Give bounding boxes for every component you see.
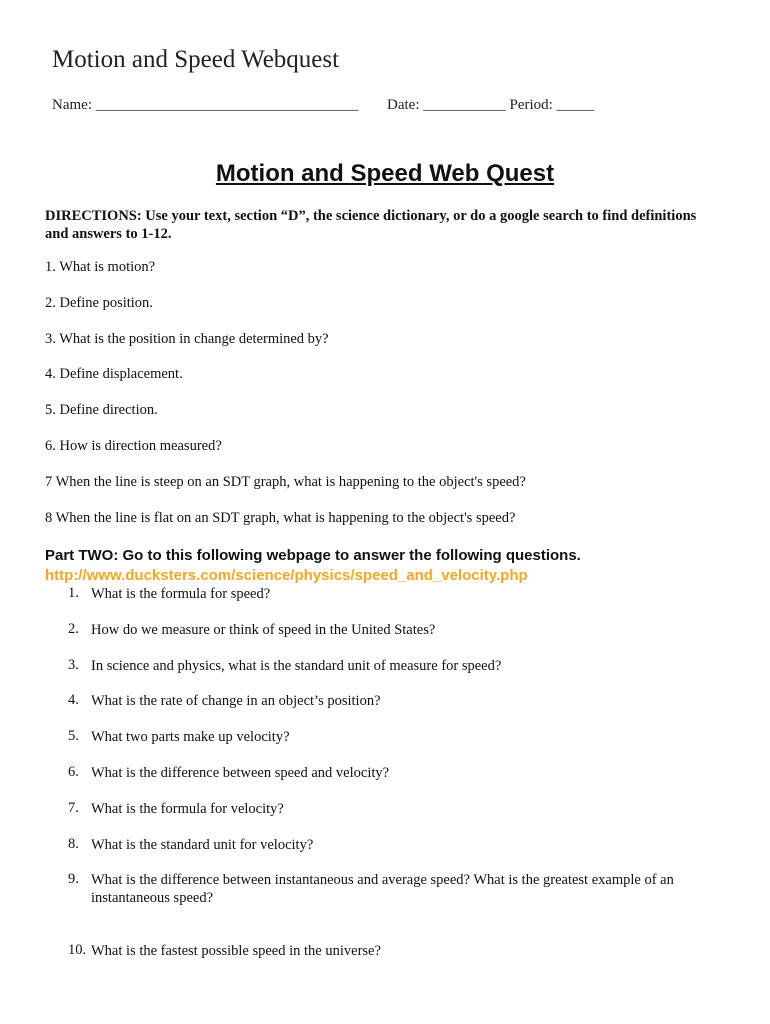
question-text: What is the formula for velocity? [91,801,284,817]
question-text: What is the fastest possible speed in the universe? [91,943,381,959]
part-two-link[interactable]: http://www.ducksters.com/science/physics/speed_and_velocity.php [45,567,528,584]
part-one-question: 8 When the line is flat on an SDT graph, what is happening to the object's speed? [45,510,516,526]
question-text: How do we measure or think of speed in the United States? [91,622,436,638]
question-number: 5. [68,728,79,744]
part-one-question: 1. What is motion? [45,259,156,275]
part-one-question: 5. Define direction. [45,402,158,418]
question-number: 10. [68,942,87,958]
question-text: What is the difference between instantaneous and average speed? What is the greatest example of an instantaneous speed? [91,872,674,906]
question-text: What two parts make up velocity? [91,729,290,745]
question-text: What is the formula for speed? [91,586,271,602]
part-one-question: 6. How is direction measured? [45,438,222,454]
question-number: 4. [68,692,79,708]
question-number: 7. [68,800,79,816]
question-number: 9. [68,871,79,887]
part-two-heading: Part TWO: Go to this following webpage to answer the following questions. [45,547,581,564]
name-field: Name: ___________________________________ [52,97,359,113]
main-heading: Motion and Speed Web Quest [215,160,555,187]
question-text: In science and physics, what is the standard unit of measure for speed? [91,658,502,674]
part-one-question: 7 When the line is steep on an SDT graph, what is happening to the object's speed? [45,474,526,490]
date-period-field: Date: ___________ Period: _____ [387,97,595,113]
question-number: 8. [68,836,79,852]
question-number: 3. [68,657,79,673]
question-number: 1. [68,585,79,601]
part-one-question: 3. What is the position in change determined by? [45,331,329,347]
question-text: What is the difference between speed and velocity? [91,765,390,781]
question-text: What is the rate of change in an object’s position? [91,693,381,709]
question-number: 6. [68,764,79,780]
part-one-question: 2. Define position. [45,295,153,311]
part-one-question: 4. Define displacement. [45,366,183,382]
question-number: 2. [68,621,79,637]
document-title: Motion and Speed Webquest [52,46,340,73]
question-text: What is the standard unit for velocity? [91,837,314,853]
directions-text: DIRECTIONS: Use your text, section “D”, the science dictionary, or do a google search to find definitions and answers to 1-12. [45,208,697,242]
